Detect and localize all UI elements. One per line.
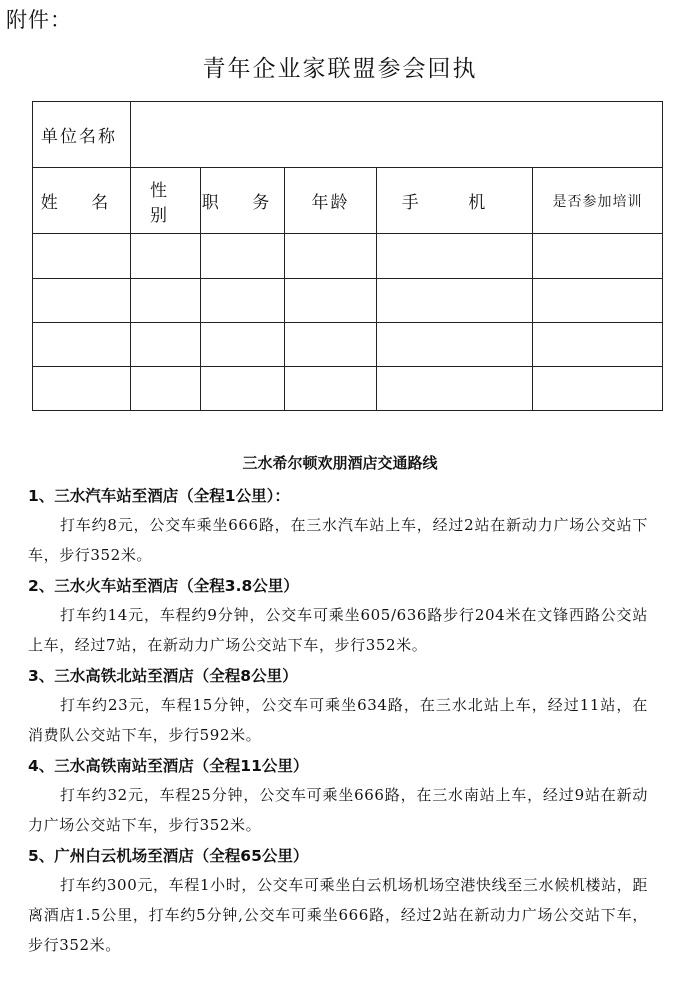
route-heading: 3、三水高铁北站至酒店（全程8公里） xyxy=(28,667,298,685)
table-cell[interactable] xyxy=(533,366,663,410)
table-cell[interactable] xyxy=(131,366,201,410)
route-heading: 4、三水高铁南站至酒店（全程11公里） xyxy=(28,757,309,775)
unit-name-label: 单位名称 xyxy=(33,102,131,168)
header-mobile: 手 机 xyxy=(377,168,533,234)
table-cell[interactable] xyxy=(131,322,201,366)
route-description: 打车约23元，车程15分钟，公交车可乘坐634路，在三水北站上车，经过11站，在消费队公交站下车，步行592米。 xyxy=(28,696,648,744)
table-row xyxy=(33,278,663,322)
table-cell[interactable] xyxy=(533,234,663,278)
table-cell[interactable] xyxy=(201,234,285,278)
table-row xyxy=(33,366,663,410)
attachment-label: 附件： xyxy=(6,8,72,32)
route-description: 打车约8元，公交车乘坐666路，在三水汽车站上车，经过2站在新动力广场公交站下车，步行352米。 xyxy=(28,516,648,564)
header-age: 年龄 xyxy=(285,168,377,234)
routes-title: 三水希尔顿欢朋酒店交通路线 xyxy=(242,454,438,472)
header-training: 是否参加培训 xyxy=(533,168,663,234)
route-description: 打车约32元，车程25分钟，公交车可乘坐666路，在三水南站上车，经过9站在新动力广场公交站下车，步行352米。 xyxy=(28,786,648,834)
route-heading: 1、三水汽车站至酒店（全程1公里）： xyxy=(28,487,290,505)
route-item xyxy=(28,842,648,960)
table-cell[interactable] xyxy=(377,366,533,410)
table-cell[interactable] xyxy=(377,322,533,366)
route-heading: 2、三水火车站至酒店（全程3.8公里） xyxy=(28,577,299,595)
route-item xyxy=(28,662,648,750)
table-cell[interactable] xyxy=(201,278,285,322)
route-description: 打车约300元，车程1小时，公交车可乘坐白云机场机场空港快线至三水候机楼站，距离酒店1.5公里，打车约5分钟,公交车可乘坐666路，经过2站在新动力广场公交站下车，步行352米。 xyxy=(28,876,648,954)
unit-name-field[interactable] xyxy=(131,102,663,168)
table-cell[interactable] xyxy=(33,234,131,278)
registration-form-table xyxy=(32,101,663,411)
route-item xyxy=(28,482,648,570)
table-cell[interactable] xyxy=(285,278,377,322)
route-description: 打车约14元，车程约9分钟，公交车可乘坐605/636路步行204米在文锋西路公交站上车，经过7站，在新动力广场公交站下车，步行352米。 xyxy=(28,606,648,654)
page-title: 青年企业家联盟参会回执 xyxy=(202,56,478,82)
table-row xyxy=(33,322,663,366)
route-heading: 5、广州白云机场至酒店（全程65公里） xyxy=(28,847,309,865)
header-position: 职 务 xyxy=(201,168,285,234)
table-cell[interactable] xyxy=(33,366,131,410)
header-name: 姓 名 xyxy=(33,168,131,234)
header-row xyxy=(33,168,663,234)
table-cell[interactable] xyxy=(533,278,663,322)
table-cell[interactable] xyxy=(377,234,533,278)
table-cell[interactable] xyxy=(377,278,533,322)
table-cell[interactable] xyxy=(285,234,377,278)
table-cell[interactable] xyxy=(33,322,131,366)
header-gender: 性 别 xyxy=(131,168,201,234)
unit-row xyxy=(33,102,663,168)
table-cell[interactable] xyxy=(285,366,377,410)
table-cell[interactable] xyxy=(131,234,201,278)
table-cell[interactable] xyxy=(533,322,663,366)
route-item xyxy=(28,752,648,840)
table-cell[interactable] xyxy=(131,278,201,322)
table-cell[interactable] xyxy=(33,278,131,322)
table-cell[interactable] xyxy=(201,322,285,366)
table-row xyxy=(33,234,663,278)
route-item xyxy=(28,572,648,660)
routes-section xyxy=(28,482,648,962)
table-cell[interactable] xyxy=(285,322,377,366)
table-cell[interactable] xyxy=(201,366,285,410)
